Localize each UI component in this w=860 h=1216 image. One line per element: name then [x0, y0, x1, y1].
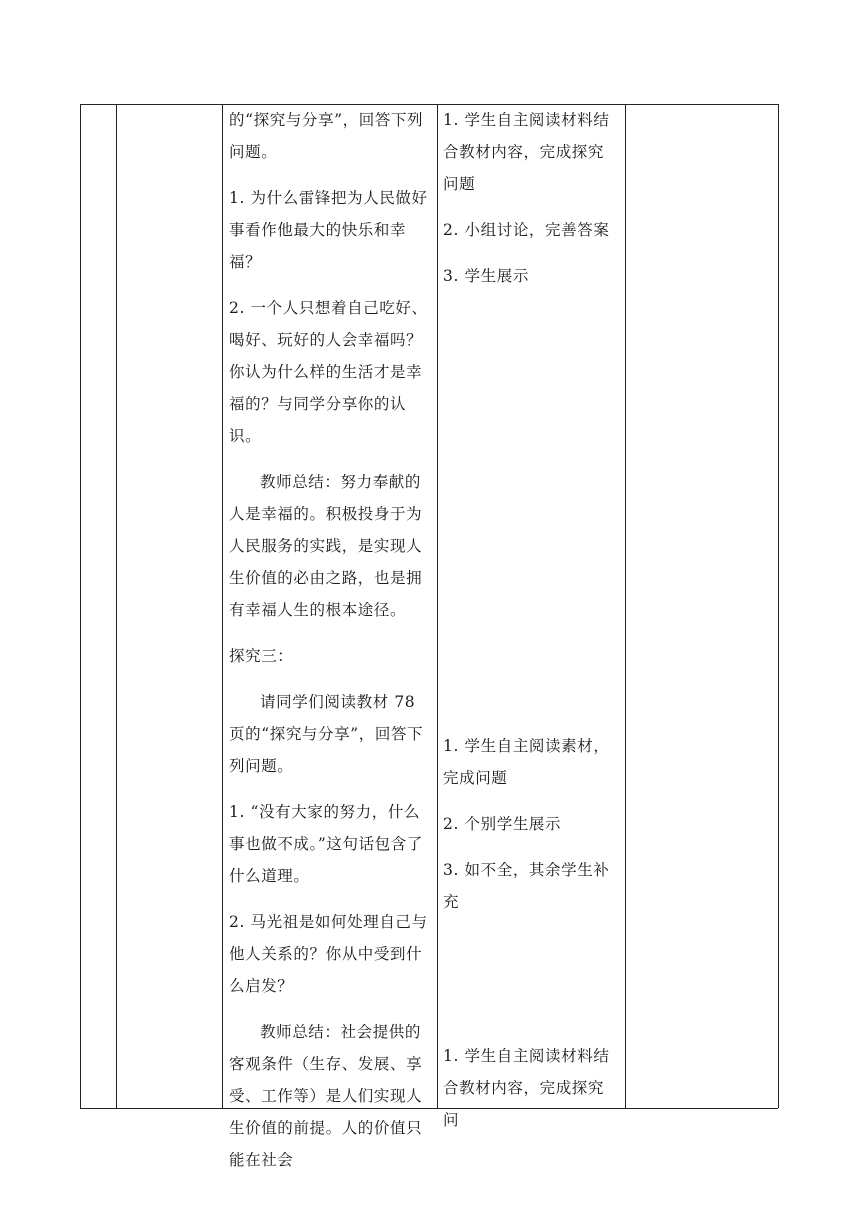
- student-activity-group-1: [443, 104, 619, 292]
- student-step: 1. 学生自主阅读材料结合教材内容，完成探究问: [443, 1047, 610, 1129]
- col3-question: 1. 为什么雷锋把为人民做好事看作他最大的快乐和幸福？: [229, 189, 428, 271]
- col3-question: 2. 一个人只想着自己吃好、喝好、玩好的人会幸福吗？你认为什么样的生活才是幸福的？与同学分享你的认识。: [229, 299, 428, 445]
- table-border-col-6: [778, 104, 779, 1108]
- student-activity-cell: [443, 104, 619, 1129]
- col3-teacher-summary: 教师总结：努力奉献的人是幸福的。积极投身于为人民服务的实践，是实现人生价值的必由之路，也是拥有幸福人生的根本途径。: [229, 473, 423, 619]
- col3-section-heading: 探究三：: [229, 647, 294, 665]
- table-border-col-5: [625, 104, 626, 1108]
- student-step: 3. 学生展示: [443, 267, 529, 285]
- col3-paragraph: 请同学们阅读教材 78 页的“探究与分享”，回答下列问题。: [229, 693, 424, 775]
- student-activity-group-3: [443, 1040, 619, 1136]
- table-border-col-4: [437, 104, 438, 1108]
- student-activity-group-2: [443, 730, 619, 918]
- student-step: 2. 小组讨论，完善答案: [443, 221, 610, 239]
- table-border-col-3: [222, 104, 223, 1108]
- table-border-col-2: [116, 104, 117, 1108]
- student-step: 2. 个别学生展示: [443, 815, 562, 833]
- student-step: 1. 学生自主阅读素材，完成问题: [443, 737, 610, 787]
- table-border-col-1: [80, 104, 81, 1108]
- col3-paragraph: 的“探究与分享”，回答下列问题。: [229, 111, 424, 161]
- col3-question: 1. “没有大家的努力，什么事也做不成。”这句话包含了什么道理。: [229, 803, 423, 885]
- teacher-activity-cell: [229, 104, 431, 1169]
- col3-teacher-summary: 教师总结：社会提供的客观条件（生存、发展、享受、工作等）是人们实现人生价值的前提。人的价值只能在社会: [229, 1023, 423, 1169]
- student-step: 1. 学生自主阅读材料结合教材内容，完成探究问题: [443, 111, 610, 193]
- student-step: 3. 如不全，其余学生补充: [443, 861, 610, 911]
- col3-question: 2. 马光祖是如何处理自己与他人关系的？你从中受到什么启发？: [229, 913, 428, 995]
